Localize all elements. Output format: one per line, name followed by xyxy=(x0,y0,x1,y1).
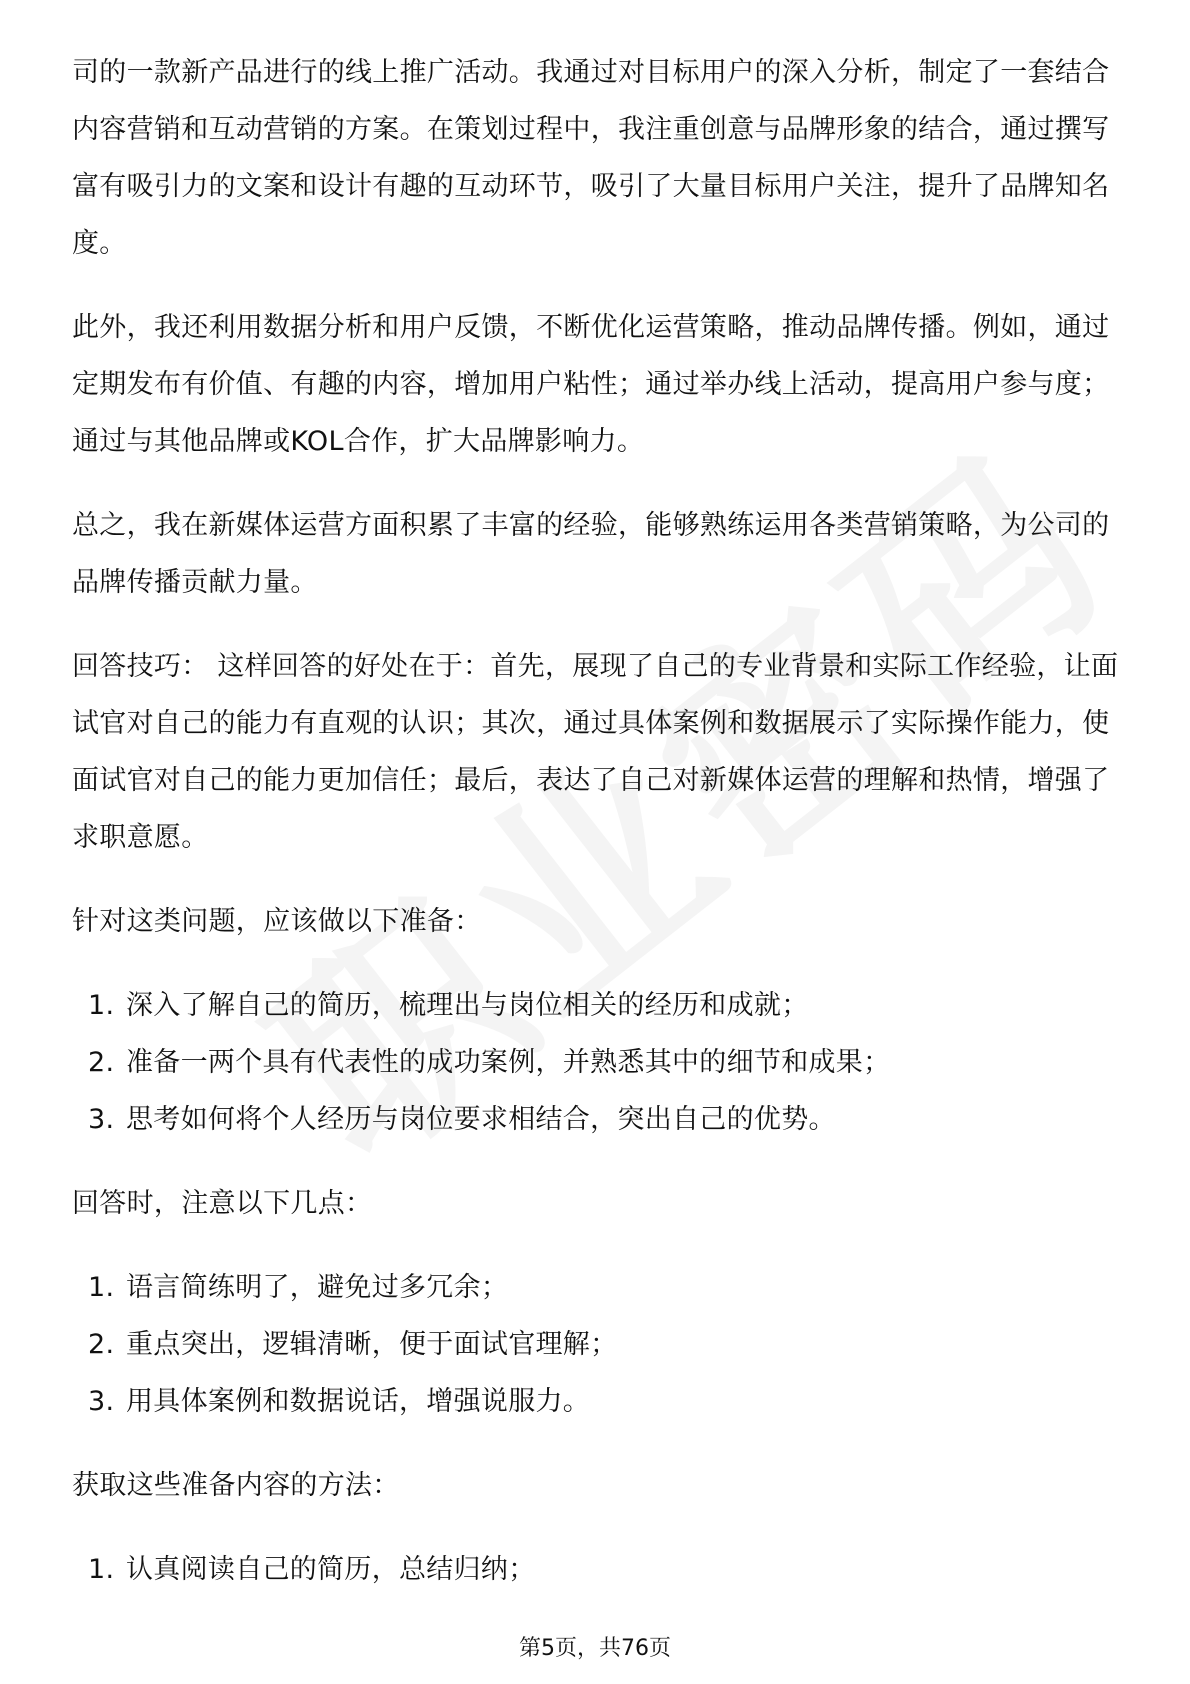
list-notes xyxy=(72,1259,1122,1430)
list-item: 2. 重点突出，逻辑清晰，便于面试官理解； xyxy=(88,1329,618,1360)
paragraph-summary: 总之，我在新媒体运营方面积累了丰富的经验，能够熟练运用各类营销策略，为公司的品牌传播贡献力量。 xyxy=(72,510,1110,598)
list-item: 3. 思考如何将个人经历与岗位要求相结合，突出自己的优势。 xyxy=(88,1104,836,1135)
list-prepare xyxy=(72,977,1122,1148)
paragraph-prepare-heading: 针对这类问题，应该做以下准备： xyxy=(72,906,482,937)
paragraph-campaign: 司的一款新产品进行的线上推广活动。我通过对目标用户的深入分析，制定了一套结合内容营销和互动营销的方案。在策划过程中，我注重创意与品牌形象的结合，通过撰写富有吸引力的文案和设计有趣的互动环节，吸引了大量目标用户关注，提升了品牌知名度。 xyxy=(72,57,1110,259)
list-item: 3. 用具体案例和数据说话，增强说服力。 xyxy=(88,1386,591,1417)
paragraph-notes-heading: 回答时，注意以下几点： xyxy=(72,1188,373,1219)
paragraph-methods-heading: 获取这些准备内容的方法： xyxy=(72,1470,400,1501)
paragraph-answer-tips: 回答技巧： 这样回答的好处在于：首先，展现了自己的专业背景和实际工作经验，让面试官对自己的能力有直观的认识；其次，通过具体案例和数据展示了实际操作能力，使面试官对自己的能力更加信任；最后，表达了自己对新媒体运营的理解和热情，增强了求职意愿。 xyxy=(72,651,1119,853)
list-item: 1. 语言简练明了，避免过多冗余； xyxy=(88,1272,509,1303)
list-item: 1. 深入了解自己的简历，梳理出与岗位相关的经历和成就； xyxy=(88,990,809,1021)
list-item: 1. 认真阅读自己的简历，总结归纳； xyxy=(88,1554,536,1585)
document-body xyxy=(72,44,1122,1598)
paragraph-optimization: 此外，我还利用数据分析和用户反馈，不断优化运营策略，推动品牌传播。例如，通过定期发布有价值、有趣的内容，增加用户粘性；通过举办线上活动，提高用户参与度；通过与其他品牌或KOL合作，扩大品牌影响力。 xyxy=(72,312,1110,457)
list-item: 2. 准备一两个具有代表性的成功案例，并熟悉其中的细节和成果； xyxy=(88,1047,891,1078)
page-number-footer: 第5页，共76页 xyxy=(519,1636,671,1661)
list-methods xyxy=(72,1541,1122,1598)
